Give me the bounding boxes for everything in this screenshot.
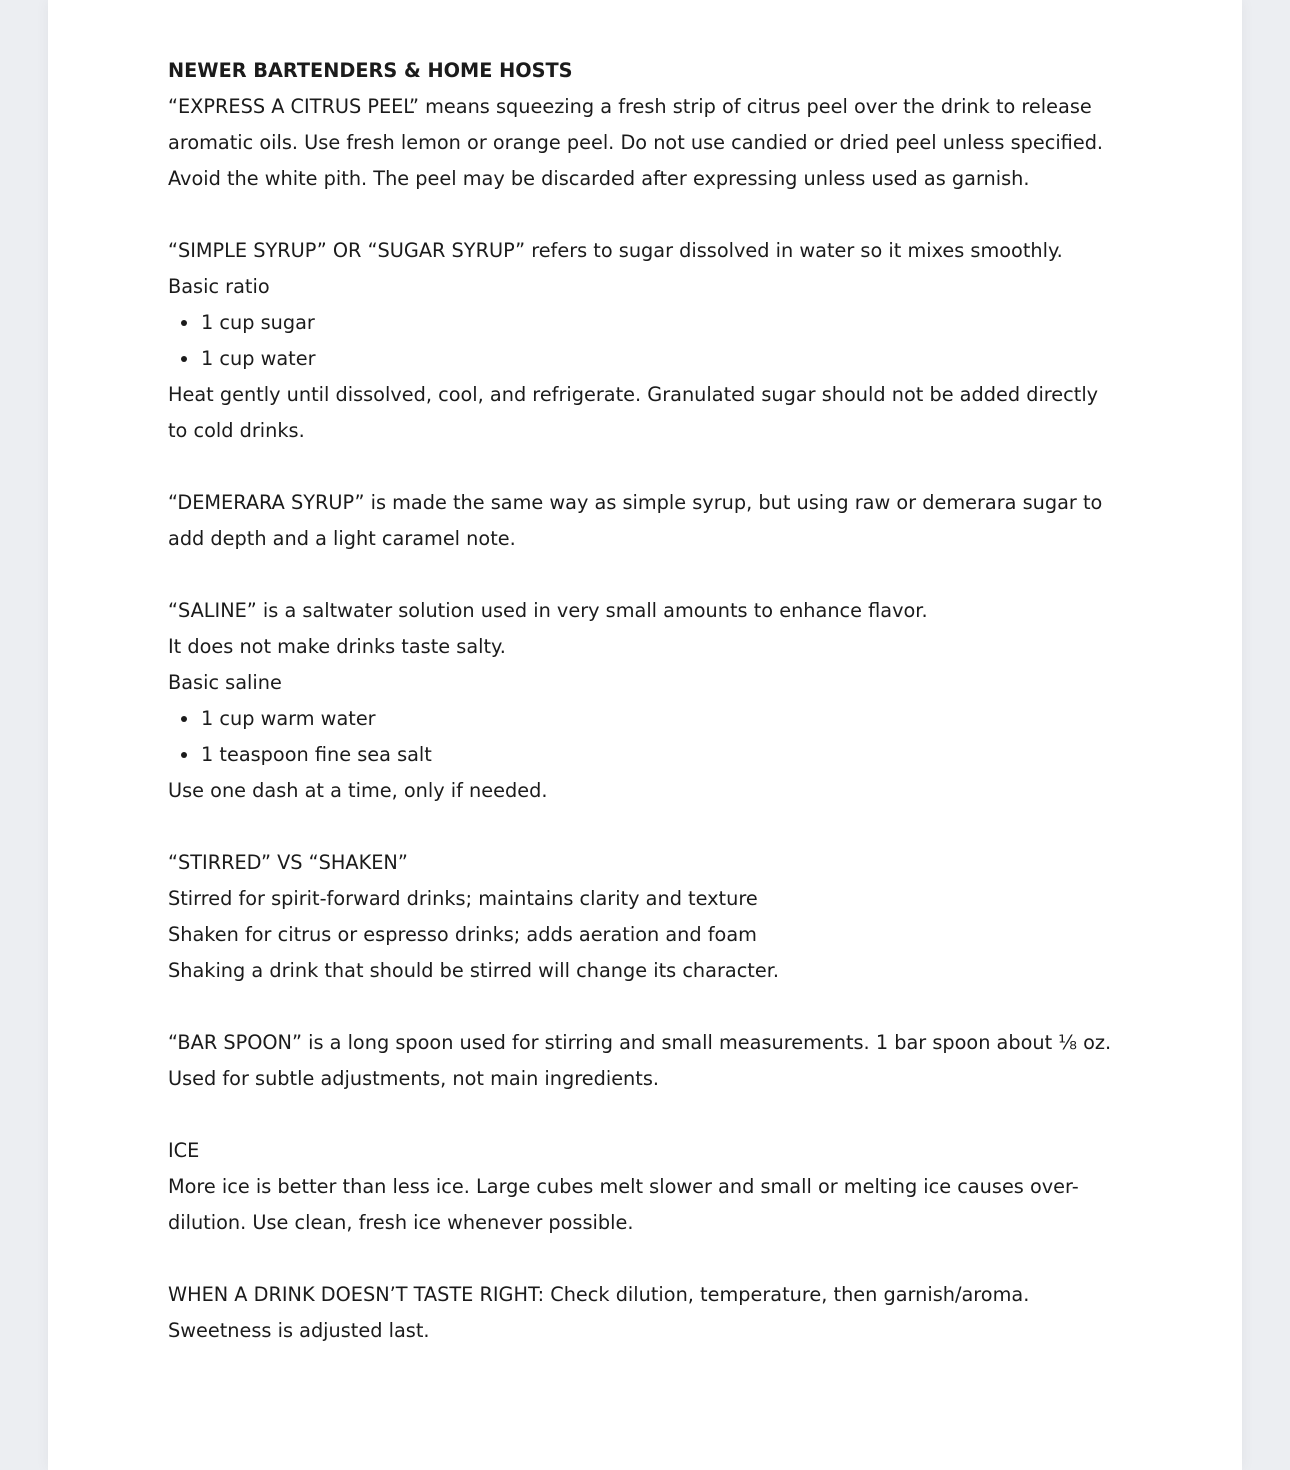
bullet-icon <box>181 320 187 326</box>
list-item: 1 cup water <box>201 341 1118 377</box>
list-item: 1 cup sugar <box>201 305 1118 341</box>
stirred-shaken-title: “STIRRED” VS “SHAKEN” <box>168 851 408 874</box>
saline-usage: Use one dash at a time, only if needed. <box>168 779 548 802</box>
spacer <box>168 989 1118 1025</box>
list-item: 1 teaspoon fine sea salt <box>201 737 1118 773</box>
demerara-paragraph: “DEMERARA SYRUP” is made the same way as simple syrup, but using raw or demerara sugar to add depth and a light caramel note. <box>168 491 1103 550</box>
spacer <box>168 449 1118 485</box>
simple-syrup-note: Heat gently until dissolved, cool, and refrigerate. Granulated sugar should not be added directly to cold drinks. <box>168 383 1099 442</box>
list-item: 1 cup warm water <box>201 701 1118 737</box>
saline-note: It does not make drinks taste salty. <box>168 635 506 658</box>
spacer <box>168 557 1118 593</box>
saline-intro: “SALINE” is a saltwater solution used in very small amounts to enhance flavor. <box>168 599 928 622</box>
simple-syrup-intro: “SIMPLE SYRUP” OR “SUGAR SYRUP” refers to sugar dissolved in water so it mixes smoothly. <box>168 239 1063 262</box>
spacer <box>168 197 1118 233</box>
document-content <box>168 53 1118 1349</box>
document-page <box>48 0 1242 1470</box>
simple-syrup-list <box>168 305 1118 377</box>
bullet-icon <box>181 716 187 722</box>
stirred-line: Stirred for spirit-forward drinks; maintains clarity and texture <box>168 887 758 910</box>
ice-title: ICE <box>168 1139 200 1162</box>
spacer <box>168 1241 1118 1277</box>
shaking-warning: Shaking a drink that should be stirred will change its character. <box>168 959 780 982</box>
spacer <box>168 1097 1118 1133</box>
troubleshoot-paragraph: WHEN A DRINK DOESN’T TASTE RIGHT: Check dilution, temperature, then garnish/aroma. Sweetness is adjusted last. <box>168 1283 1030 1342</box>
saline-list <box>168 701 1118 773</box>
spacer <box>168 809 1118 845</box>
simple-syrup-ratio-label: Basic ratio <box>168 275 270 298</box>
citrus-peel-paragraph: “EXPRESS A CITRUS PEEL” means squeezing a fresh strip of citrus peel over the drink to release aromatic oils. Use fresh lemon or orange peel. Do not use candied or dried peel unless specified. Avoid the white pith. The peel may be discarded after expressing unless used as garnish. <box>168 95 1104 190</box>
bar-spoon-paragraph: “BAR SPOON” is a long spoon used for stirring and small measurements. 1 bar spoon about ⅛ oz. Used for subtle adjustments, not main ingredients. <box>168 1031 1112 1090</box>
bullet-icon <box>181 752 187 758</box>
ice-paragraph: More ice is better than less ice. Large cubes melt slower and small or melting ice causes over-dilution. Use clean, fresh ice whenever possible. <box>168 1175 1079 1234</box>
shaken-line: Shaken for citrus or espresso drinks; adds aeration and foam <box>168 923 757 946</box>
section-heading: NEWER BARTENDERS & HOME HOSTS <box>168 59 573 82</box>
saline-label: Basic saline <box>168 671 282 694</box>
bullet-icon <box>181 356 187 362</box>
